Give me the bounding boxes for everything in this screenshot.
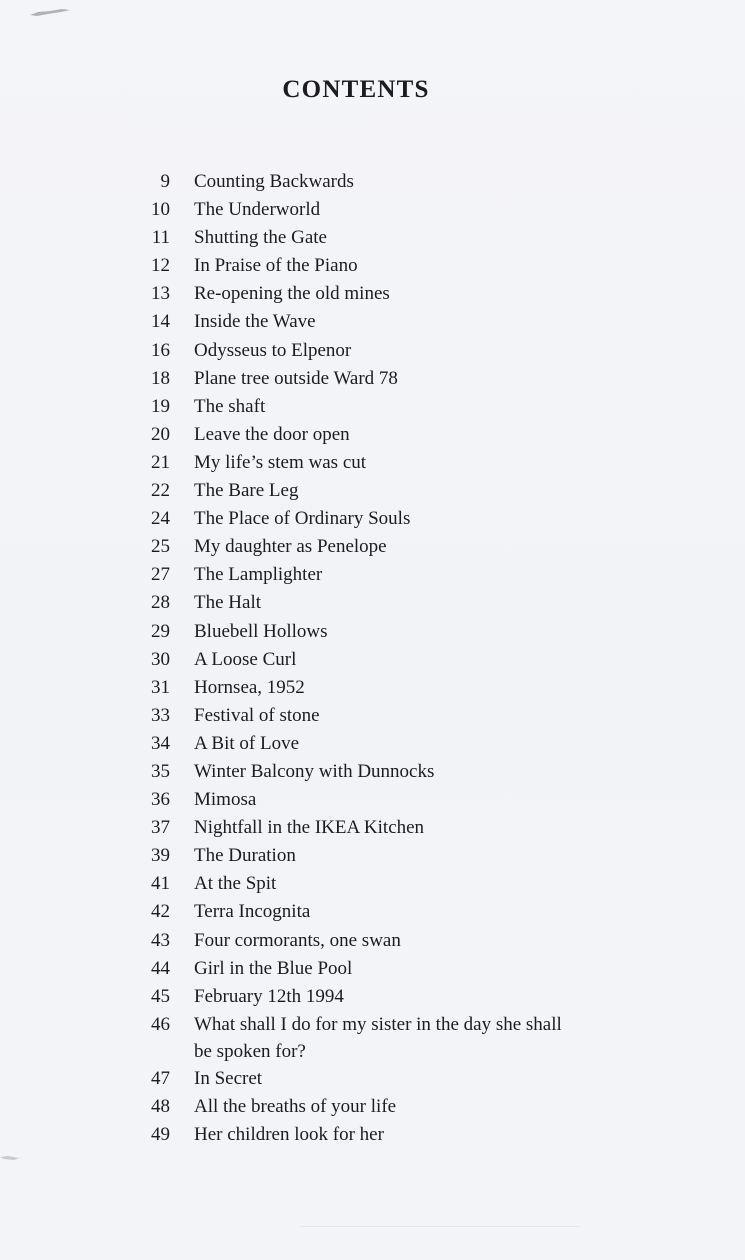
contents-entry <box>140 337 580 365</box>
contents-entry <box>140 252 580 280</box>
entry-title: Shutting the Gate <box>194 227 327 249</box>
contents-entry <box>140 646 580 674</box>
entry-page-number: 16 <box>151 339 170 361</box>
entry-page-number: 14 <box>151 311 170 333</box>
entry-page-number: 41 <box>151 873 170 895</box>
entry-title: Plane tree outside Ward 78 <box>194 367 398 389</box>
entry-title: The Duration <box>194 845 296 867</box>
entry-title: In Secret <box>194 1067 263 1089</box>
contents-entry <box>140 168 580 196</box>
contents-entry <box>140 308 580 336</box>
entry-title: Re-opening the old mines <box>194 283 390 305</box>
contents-entry <box>140 786 580 814</box>
entry-title: The shaft <box>194 395 266 417</box>
entry-title: The Halt <box>194 592 262 614</box>
contents-entry <box>140 730 580 758</box>
entry-page-number: 19 <box>151 395 170 417</box>
contents-entry <box>140 814 580 842</box>
entry-title: Nightfall in the IKEA Kitchen <box>194 817 425 839</box>
entry-page-number: 30 <box>151 648 170 670</box>
entry-title: A Loose Curl <box>194 648 297 670</box>
entry-page-number: 35 <box>151 760 170 782</box>
entry-page-number: 20 <box>151 423 170 445</box>
contents-entry <box>140 533 580 561</box>
entry-page-number: 34 <box>151 732 170 754</box>
contents-entry <box>140 983 580 1011</box>
paper-speck-mark <box>28 8 72 18</box>
entry-title: My life’s stem was cut <box>194 451 367 473</box>
entry-page-number: 18 <box>151 367 170 389</box>
entry-title: Hornsea, 1952 <box>194 676 305 698</box>
entry-page-number: 44 <box>151 957 170 979</box>
entry-title: Festival of stone <box>194 704 320 726</box>
contents-entry <box>140 589 580 617</box>
entry-title: Mimosa <box>194 789 257 811</box>
entry-page-number: 48 <box>151 1095 170 1117</box>
contents-entry <box>140 421 580 449</box>
paper-edge-mark <box>0 1152 24 1162</box>
contents-entry <box>140 280 580 308</box>
contents-entry <box>140 955 580 983</box>
contents-entry <box>140 758 580 786</box>
entry-page-number: 42 <box>151 901 170 923</box>
entry-title: The Bare Leg <box>194 480 299 502</box>
contents-entry <box>140 842 580 870</box>
entry-title: The Place of Ordinary Souls <box>194 508 411 530</box>
entry-title: In Praise of the Piano <box>194 255 358 277</box>
contents-entry <box>140 702 580 730</box>
entry-title: Terra Incognita <box>194 901 311 923</box>
entry-page-number: 36 <box>151 789 170 811</box>
contents-entry <box>140 1011 580 1065</box>
contents-entry <box>140 618 580 646</box>
entry-title: Counting Backwards <box>194 171 354 192</box>
entry-title: Girl in the Blue Pool <box>194 957 353 979</box>
entry-page-number: 9 <box>160 171 170 192</box>
entry-page-number: 22 <box>151 480 170 502</box>
entry-page-number: 27 <box>151 564 170 586</box>
contents-entry <box>140 1121 580 1149</box>
contents-entry <box>140 561 580 589</box>
entry-page-number: 47 <box>151 1067 170 1089</box>
entry-page-number: 46 <box>151 1013 170 1035</box>
entry-page-number: 13 <box>151 283 170 305</box>
entry-page-number: 11 <box>151 227 170 249</box>
entry-page-number: 10 <box>151 199 170 221</box>
entry-page-number: 39 <box>151 845 170 867</box>
entry-page-number: 12 <box>151 255 170 277</box>
contents-entry <box>140 449 580 477</box>
entry-page-number: 31 <box>151 676 170 698</box>
entry-page-number: 29 <box>151 620 170 642</box>
contents-entry <box>140 898 580 926</box>
contents-entry <box>140 505 580 533</box>
entry-title: Inside the Wave <box>194 311 316 333</box>
entry-title: The Lamplighter <box>194 564 323 586</box>
page-title: CONTENTS <box>282 76 430 103</box>
entry-title: Bluebell Hollows <box>194 620 328 642</box>
entry-title: All the breaths of your life <box>194 1095 397 1117</box>
contents-entry <box>140 477 580 505</box>
entry-title: My daughter as Penelope <box>194 536 387 558</box>
contents-entry <box>140 927 580 955</box>
entry-title: At the Spit <box>194 873 277 895</box>
contents-entry <box>140 1093 580 1121</box>
entry-page-number: 33 <box>151 704 170 726</box>
contents-entry <box>140 196 580 224</box>
contents-entry <box>140 870 580 898</box>
entry-page-number: 25 <box>151 536 170 558</box>
contents-entry <box>140 674 580 702</box>
faint-bottom-rule <box>300 1226 580 1227</box>
entry-page-number: 43 <box>151 929 170 951</box>
entry-title: Her children look for her <box>194 1124 384 1145</box>
entry-page-number: 49 <box>151 1124 170 1145</box>
entry-page-number: 21 <box>151 451 170 473</box>
entry-page-number: 37 <box>151 817 170 839</box>
entry-title: February 12th 1994 <box>194 985 344 1007</box>
entry-title: Winter Balcony with Dunnocks <box>194 760 435 782</box>
entry-title: The Underworld <box>194 199 321 221</box>
entry-page-number: 24 <box>151 508 170 530</box>
entry-title: A Bit of Love <box>194 732 300 754</box>
entry-title: Leave the door open <box>194 423 350 445</box>
entry-page-number: 45 <box>151 985 170 1007</box>
contents-entry <box>140 393 580 421</box>
entry-title: What shall I do for my sister in the day she shall be spoken for? <box>194 1013 562 1062</box>
contents-entry <box>140 1065 580 1093</box>
entry-page-number: 28 <box>151 592 170 614</box>
contents-entry <box>140 224 580 252</box>
entry-title: Four cormorants, one swan <box>194 929 401 951</box>
entry-title: Odysseus to Elpenor <box>194 339 352 361</box>
contents-entry <box>140 365 580 393</box>
contents-list <box>140 168 580 1149</box>
